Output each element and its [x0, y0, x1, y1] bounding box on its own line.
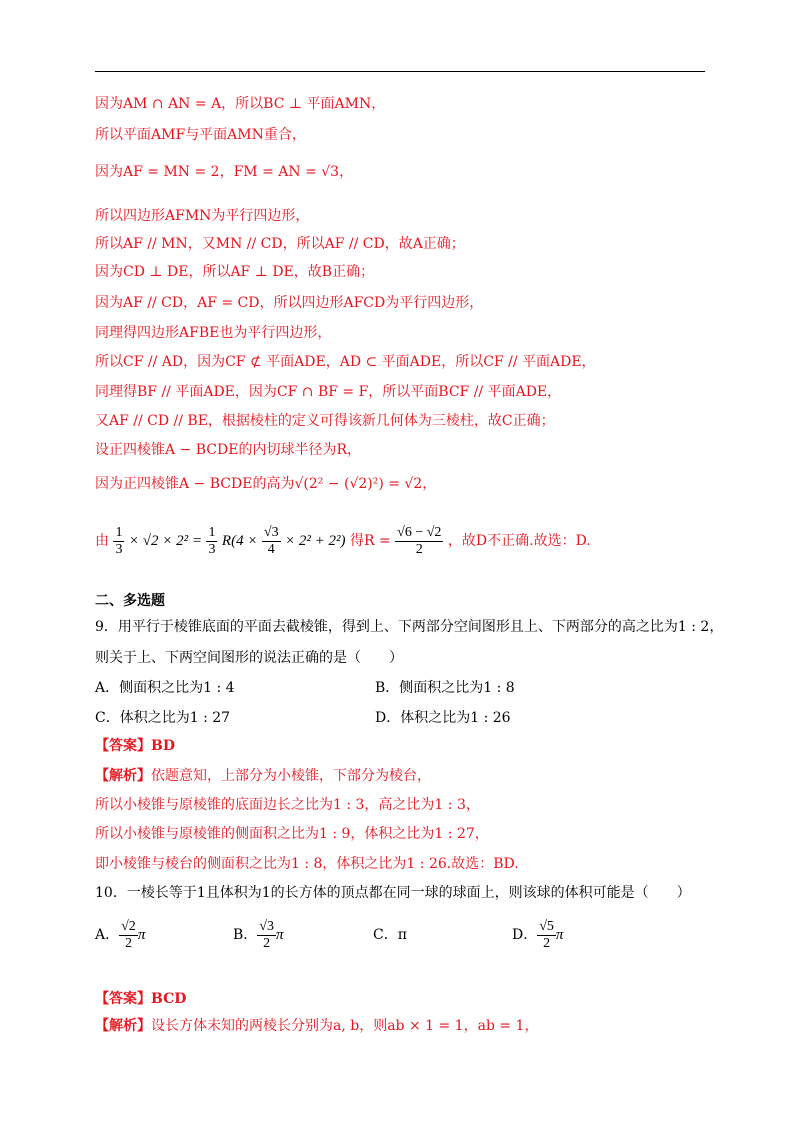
solution-line-6: 因为CD ⊥ DE，所以AF ⊥ DE，故B正确； — [95, 264, 375, 280]
solution-line-4: 所以四边形AFMN为平行四边形， — [95, 208, 310, 224]
q10-option-c: C．π — [373, 927, 407, 943]
solution-line-5: 所以AF // MN，又MN // CD，所以AF // CD，故A正确； — [95, 236, 465, 252]
q9-answer: 【答案】BD — [95, 738, 175, 754]
section-title: 二、多选题 — [95, 593, 165, 609]
q9-explanation-4: 即小棱锥与棱台的侧面积之比为1 : 8，体积之比为1 : 26.故选：BD. — [95, 856, 519, 872]
formula-tail: ，故D不正确.故选：D. — [447, 533, 591, 549]
text-you: 由 — [95, 533, 109, 549]
q9-stem-2: 则关于上、下两空间图形的说法正确的是（ ） — [95, 650, 403, 666]
q10-option-b: B． $\frac{√3}{2}$ π — [233, 918, 284, 951]
solution-line-7: 因为AF // CD，AF = CD，所以四边形AFCD为平行四边形， — [95, 295, 484, 311]
q9-option-d: D．体积之比为1 : 26 — [375, 710, 511, 726]
solution-line-1: 因为AM ∩ AN = A，所以BC ⊥ 平面AMN， — [95, 96, 386, 112]
q9-option-c: C．体积之比为1 : 27 — [95, 710, 231, 726]
q9-option-a: A．侧面积之比为1 : 4 — [95, 680, 235, 696]
q10-option-a: A． $\frac{√2}{2}$ π — [95, 918, 146, 951]
q10-answer: 【答案】BCD — [95, 991, 187, 1007]
formula-part-2: R(4 × — [221, 533, 258, 549]
solution-line-14 — [95, 524, 591, 558]
solution-line-3: 因为AF = MN = 2，FM = AN = √3， — [95, 164, 354, 180]
solution-line-12: 设正四棱锥A − BCDE的内切球半径为R， — [95, 442, 361, 458]
q9-stem-1: 9．用平行于棱锥底面的平面去截棱锥，得到上、下两部分空间图形且上、下两部分的高之比为1 : 2， — [95, 619, 724, 635]
q10-stem: 10．一棱长等于1且体积为1的长方体的顶点都在同一球的球面上，则该球的体积可能是（ ） — [95, 885, 691, 901]
q9-explanation-1: 【解析】依题意知，上部分为小棱锥，下部分为棱台， — [95, 768, 431, 784]
formula-part-1: × √2 × 2² = — [128, 533, 203, 549]
formula-part-3: × 2² + 2²) — [285, 533, 346, 549]
fraction-1-3-b: $\frac{1}{3}$ — [208, 524, 216, 557]
formula-part-4: 得R = — [349, 533, 391, 549]
q10-option-d: D． $\frac{√5}{2}$ π — [512, 918, 564, 951]
header-rule — [95, 71, 705, 72]
q9-explanation-2: 所以小棱锥与原棱锥的底面边长之比为1 : 3，高之比为1 : 3， — [95, 797, 480, 813]
solution-line-10: 同理得BF // 平面ADE，因为CF ∩ BF = F，所以平面BCF // 平面ADE， — [95, 384, 562, 400]
solution-line-9: 所以CF // AD，因为CF ⊄ 平面ADE，AD ⊂ 平面ADE，所以CF // 平面ADE， — [95, 354, 596, 370]
q9-option-b: B．侧面积之比为1 : 8 — [375, 680, 515, 696]
solution-line-2: 所以平面AMF与平面AMN重合， — [95, 127, 306, 143]
fraction-sqrt3-4: $\frac{√3}{4}$ — [263, 524, 279, 557]
q9-explanation-3: 所以小棱锥与原棱锥的侧面积之比为1 : 9，体积之比为1 : 27， — [95, 826, 489, 842]
solution-line-13: 因为正四棱锥A − BCDE的高为√(2² − (√2)²) = √2， — [95, 476, 437, 492]
fraction-1-3: $\frac{1}{3}$ — [115, 524, 123, 557]
fraction-r: $\frac{√6 - √2}{2}$ — [397, 524, 442, 557]
q10-explanation-1: 【解析】设长方体未知的两棱长分别为a, b，则ab × 1 = 1，ab = 1， — [95, 1018, 539, 1034]
solution-line-8: 同理得四边形AFBE也为平行四边形， — [95, 325, 332, 341]
solution-line-11: 又AF // CD // BE，根据棱柱的定义可得该新几何体为三棱柱，故C正确； — [95, 413, 555, 429]
